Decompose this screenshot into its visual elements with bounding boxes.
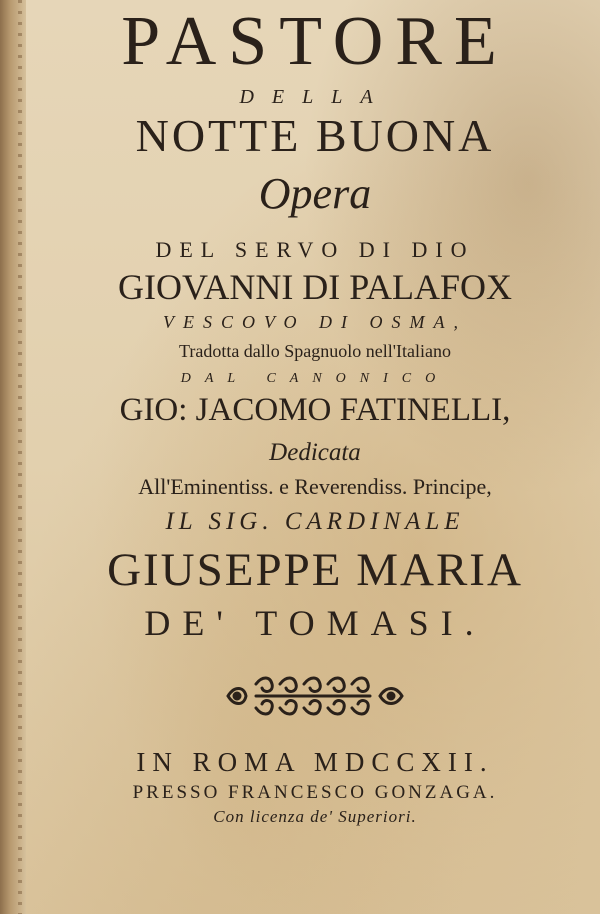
dedication-word: Dedicata <box>269 439 361 466</box>
printer-ornament-icon <box>30 668 600 724</box>
dedicatee-titles: All'Eminentiss. e Reverendiss. Principe, <box>138 474 492 499</box>
cardinal-title: IL SIG. CARDINALE <box>165 508 465 535</box>
printer-line: PRESSO FRANCESCO GONZAGA. <box>132 782 498 803</box>
translator-prefix: DAL CANONICO <box>180 371 450 386</box>
title-pastore: PASTORE <box>121 3 509 80</box>
author-name: GIOVANNI DI PALAFOX <box>117 267 513 307</box>
dedicatee-surname: DE' TOMASI. <box>144 603 486 643</box>
worn-page-edge <box>0 0 26 914</box>
title-connector: DELLA <box>239 86 391 108</box>
license-line: Con licenza de' Superiori. <box>213 807 417 826</box>
translation-note: Tradotta dallo Spagnuolo nell'Italiano <box>178 341 452 361</box>
servo-line: DEL SERVO DI DIO <box>155 237 475 262</box>
subtitle-notte-buona: NOTTE BUONA <box>135 110 495 161</box>
dedicatee-name: GIUSEPPE MARIA <box>107 544 523 596</box>
work-label: Opera <box>258 169 372 218</box>
author-role: VESCOVO DI OSMA, <box>163 312 467 332</box>
translator-name: GIO: JACOMO FATINELLI, <box>119 392 511 428</box>
imprint-place-year: IN ROMA MDCCXII. <box>136 747 494 777</box>
